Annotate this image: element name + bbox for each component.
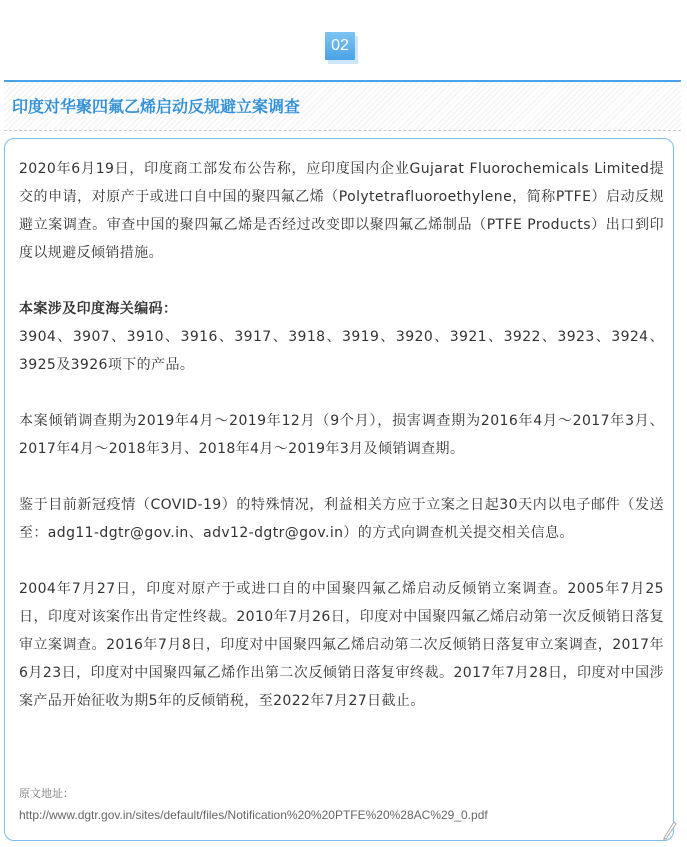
article-body (19, 155, 664, 743)
paragraph-history: 2004年7月27日，印度对原产于或进口自的中国聚四氟乙烯启动反倾销立案调查。2005年7月25日，印度对该案作出肯定性终裁。2010年7月26日，印度对中国聚四氟乙烯启动第一次反倾销日落复审立案调查。2016年7月8日，印度对中国聚四氟乙烯启动第二次反倾销日落复审立案调查，2017年6月23日，印度对中国聚四氟乙烯作出第二次反倾销日落复审终裁。2017年7月28日，印度对中国涉案产品开始征收为期5年的反倾销税，至2022年7月27日截止。 (19, 581, 664, 709)
source-label: 原文地址： (19, 788, 74, 800)
pen-icon (660, 818, 678, 840)
article-title: 印度对华聚四氟乙烯启动反规避立案调查 (12, 97, 301, 116)
paragraph-periods: 本案倾销调查期为2019年4月～2019年12月（9个月），损害调查期为2016年4月～2017年3月、2017年4月～2018年3月、2018年4月～2019年3月及倾销调查期。 (19, 413, 664, 457)
title-bar (4, 82, 681, 130)
paragraph-intro: 2020年6月19日，印度商工部发布公告称，应印度国内企业Gujarat Fluorochemicals Limited提交的申请，对原产于或进口自中国的聚四氟乙烯（Polytetrafluoroethylene，简称PTFE）启动反规避立案调查。审查中国的聚四氟乙烯是否经过改变即以聚四氟乙烯制品（PTFE Products）出口到印度以规避反倾销措施。 (19, 161, 664, 261)
section-number: 02 (325, 32, 355, 60)
customs-codes-label: 本案涉及印度海关编码： (19, 301, 178, 317)
customs-codes: 3904、3907、3910、3916、3917、3918、3919、3920、3921、3922、3923、3924、3925及3926项下的产品。 (19, 329, 664, 373)
source-url-link[interactable]: http://www.dgtr.gov.in/sites/default/files/Notification%20%20PTFE%20%28AC%29_0.pdf (19, 808, 488, 822)
title-bottom-rule (4, 130, 681, 132)
paragraph-covid: 鉴于目前新冠疫情（COVID-19）的特殊情况，利益相关方应于立案之日起30天内以电子邮件（发送至：adg11-dgtr@gov.in、adv12-dgtr@gov.in）的方式向调查机关提交相关信息。 (19, 497, 664, 541)
section-number-badge (323, 30, 361, 66)
